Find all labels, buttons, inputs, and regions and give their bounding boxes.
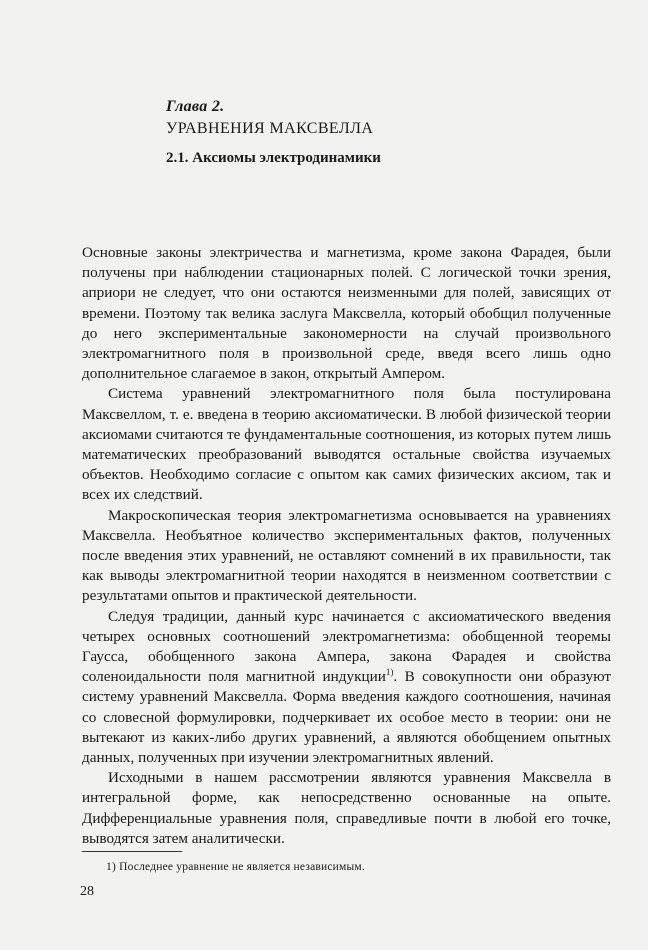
chapter-label: Глава 2. [166, 98, 225, 115]
chapter-title: УРАВНЕНИЯ МАКСВЕЛЛА [166, 120, 374, 137]
body-text [82, 243, 611, 849]
paragraph-4-text: Следуя традиции, данный курс начинается с аксиоматического введения четырех основных соотношений электромагнетизма: обобщенной теоремы Гаусса, обобщенного закона Ампера, закона Фарадея и свойства соленоидальности поля магнитной индукции [82, 607, 611, 686]
paragraph-4-continuation: . В совокупности они образуют систему уравнений Максвелла. Форма введения каждого соотношения, начиная со словесной формулировки, подчеркивает их особое место в теории: они не вытекают из каких-либо других уравнений, а являются обобщением опытных данных, полученных при изучении электромагнитных явлений. [82, 668, 611, 767]
footnote-mark: 1) [106, 861, 116, 873]
page-number: 28 [80, 884, 94, 899]
footnote-text: Последнее уравнение не является независимым. [119, 861, 365, 873]
paragraph-4 [82, 607, 611, 769]
footnote [106, 861, 365, 873]
paragraph-2: Система уравнений электромагнитного поля была постулирована Максвеллом, т. е. введена в теорию аксиоматически. В любой физической теории аксиомами считаются те фундаментальные соотношения, из которых путем лишь математических преобразований выводятся остальные свойства изучаемых объектов. Необходимо согласие с опытом как самих физических аксиом, так и всех их следствий. [82, 385, 611, 504]
paragraph-3: Макроскопическая теория электромагнетизма основывается на уравнениях Максвелла. Необъятное количество экспериментальных фактов, полученных после введения этих уравнений, не оставляют сомнений в их правильности, так как выводы электромагнитной теории находятся в неизменном соответствии с результатами опытов и практической деятельности. [82, 506, 611, 605]
paragraph-1: Основные законы электричества и магнетизма, кроме закона Фарадея, были получены при наблюдении стационарных полей. С логической точки зрения, априори не следует, что они остаются неизменными для полей, зависящих от времени. Поэтому так велика заслуга Максвелла, который обобщил полученные до него экспериментальные закономерности на случай произвольного электромагнитного поля в произвольной среде, введя всего лишь одно дополнительное слагаемое в закон, открытый Ампером. [82, 244, 611, 383]
footnote-reference: 1) [385, 667, 394, 678]
footnote-divider [82, 851, 182, 852]
paragraph-5: Исходными в нашем рассмотрении являются уравнения Максвелла в интегральной форме, как непосредственно основанные на опыте. Дифференциальные уравнения поля, справедливые почти в любой его точке, выводятся затем аналитически. [82, 769, 611, 847]
section-title: 2.1. Аксиомы электродинамики [166, 150, 381, 166]
